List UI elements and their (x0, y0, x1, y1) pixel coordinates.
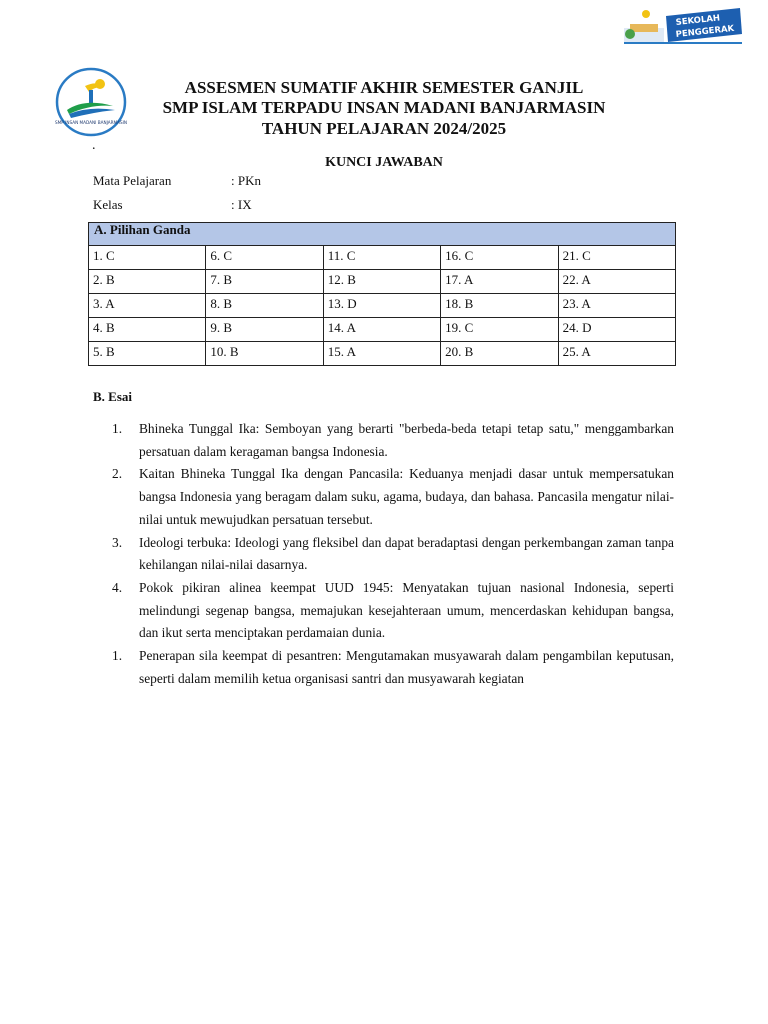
header-line-2: SMP ISLAM TERPADU INSAN MADANI BANJARMASIN (162, 98, 606, 117)
essay-list (112, 418, 674, 690)
table-cell: 15. A (323, 342, 440, 366)
badge-text-2: PENGGERAK (675, 23, 735, 40)
table-cell: 3. A (89, 294, 206, 318)
table-cell: 10. B (206, 342, 323, 366)
document-title: KUNCI JAWABAN (325, 155, 443, 170)
table-row (89, 342, 676, 366)
table-cell: 2. B (89, 270, 206, 294)
item-number: 4. (112, 579, 123, 595)
table-cell: 16. C (441, 246, 558, 270)
item-number: 3. (112, 534, 123, 550)
table-cell: 23. A (558, 294, 675, 318)
class-label: Kelas (93, 197, 123, 212)
table-cell: 7. B (206, 270, 323, 294)
table-row (89, 294, 676, 318)
item-text: Bhineka Tunggal Ika: Semboyan yang berarti "berbeda-beda tetapi tetap satu," menggambarkan persatuan dalam keragaman bangsa Indonesia. (139, 421, 674, 459)
list-item (112, 463, 674, 531)
meta-class (93, 197, 252, 213)
item-text: Ideologi terbuka: Ideologi yang fleksibel dan dapat beradaptasi dengan perkembangan zaman tanpa kehilangan nilai-nilai dasarnya. (139, 534, 674, 573)
table-cell: 5. B (89, 342, 206, 366)
header-line-3: TAHUN PELAJARAN 2024/2025 (261, 119, 507, 138)
stray-dot: . (92, 138, 96, 153)
table-row (89, 270, 676, 294)
subject-value: : PKn (231, 173, 261, 188)
table-row (89, 246, 676, 270)
table-cell: 4. B (89, 318, 206, 342)
table-cell: 25. A (558, 342, 675, 366)
header-line-1: ASSESMEN SUMATIF AKHIR SEMESTER GANJIL (184, 78, 584, 97)
list-item (112, 577, 674, 645)
item-text: Pokok pikiran alinea keempat UUD 1945: Menyatakan tujuan nasional Indonesia, seperti melindungi segenap bangsa, memajukan kesejahteraan umum, mencerdaskan kehidupan bangsa, dan ikut serta menciptakan perdamaian dunia. (139, 579, 674, 641)
table-cell: 6. C (206, 246, 323, 270)
section-b-title: B. Esai (93, 389, 133, 404)
meta-subject (93, 173, 261, 189)
table-cell: 1. C (89, 246, 206, 270)
table-cell: 14. A (323, 318, 440, 342)
item-number: 1. (112, 421, 123, 436)
table-cell: 22. A (558, 270, 675, 294)
table-row (89, 318, 676, 342)
item-text: Kaitan Bhineka Tunggal Ika dengan Pancasila: Keduanya menjadi dasar untuk mempersatukan bangsa Indonesia yang beragam dalam suku, agama, budaya, dan bahasa. Pancasila mengatur nilai-nilai untuk mewujudkan persatuan tersebut. (139, 466, 674, 527)
class-value: : IX (231, 197, 252, 212)
table-cell: 9. B (206, 318, 323, 342)
table-cell: 11. C (323, 246, 440, 270)
table-cell: 18. B (441, 294, 558, 318)
badge-text-1: SEKOLAH (675, 13, 721, 28)
list-item (112, 418, 674, 463)
table-cell: 24. D (558, 318, 675, 342)
answer-key-table (88, 222, 676, 366)
subject-label: Mata Pelajaran (93, 173, 172, 188)
sekolah-penggerak-badge (622, 6, 744, 46)
table-cell: 12. B (323, 270, 440, 294)
table-header-row (89, 223, 676, 246)
section-a-title: A. Pilihan Ganda (89, 223, 676, 246)
table-cell: 13. D (323, 294, 440, 318)
school-logo-text: SMP INSAN MADANI BANJARMASIN (55, 120, 127, 125)
table-cell: 21. C (558, 246, 675, 270)
item-number: 1. (112, 648, 123, 664)
list-item (112, 645, 674, 690)
table-cell: 17. A (441, 270, 558, 294)
item-text: Penerapan sila keempat di pesantren: Mengutamakan musyawarah dalam pengambilan keputusan, seperti dalam memilih ketua organisasi santri dan musyawarah kegiatan (139, 648, 674, 686)
table-cell: 8. B (206, 294, 323, 318)
list-item (112, 532, 674, 577)
item-number: 2. (112, 466, 123, 482)
table-cell: 20. B (441, 342, 558, 366)
table-cell: 19. C (441, 318, 558, 342)
